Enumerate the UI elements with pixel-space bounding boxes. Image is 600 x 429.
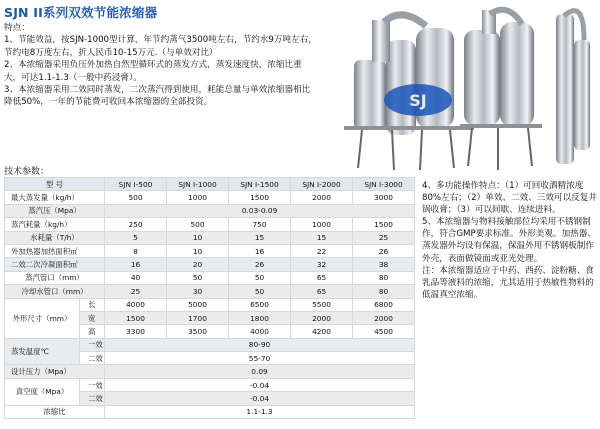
table-row: 宽 1500 1700 1800 2000 2000	[5, 311, 415, 324]
tech-params-label: 技术参数：	[4, 167, 50, 177]
logo-text: SJ	[409, 91, 427, 110]
table-row: 外加热器加热面积㎡ 8 10 16 22 26	[5, 244, 415, 257]
machine-right	[556, 11, 590, 164]
table-row: 蒸发温度℃ 一效 80-90	[5, 338, 415, 351]
page-title: SJN II系列双效节能浓缩器	[4, 5, 158, 20]
table-row: 浓缩比 1.1-1.3	[5, 405, 415, 418]
table-row: 外形尺寸（mm） 长 4000 5000 6500 5500 6800	[5, 298, 415, 311]
feature-1: 1、节能效益，按SJN-1000型计算，年节约蒸气3500吨左右，节约水9万吨左右，节约电8万度左右，折人民币10-15万元.（与单效对比）	[4, 35, 317, 58]
spec-table	[4, 177, 415, 419]
table-row: 蒸汽耗量（kg/h） 250 500 750 1000 1500	[5, 218, 415, 231]
feature-3: 3、本浓缩器采用二效同时蒸发，二次蒸汽得到使用，耗能总量与单效浓缩器相比降低50%，一年的节能费可收回本浓缩器的全部投资。	[4, 85, 311, 108]
evaporator-photo	[322, 0, 600, 178]
table-row: 蒸汽压（Mpa） 0.03-0.09	[5, 204, 415, 217]
table-row: 二效二次冷凝面积㎡ 16 20 26 32 38	[5, 258, 415, 271]
feature-2: 2、本浓缩器采用负压外加热自然型循环式的蒸发方式，蒸发速度快，浓缩比重大，可达1.1-1.3（一般中药浸膏）。	[4, 60, 302, 83]
table-row: 设计压力（Mpa） 0.09	[5, 365, 415, 378]
logo-watermark	[384, 84, 452, 116]
table-row: 高 3300 3500 4000 4200 4500	[5, 325, 415, 338]
table-row: 真空度（Mpa） 一效 -0.04	[5, 378, 415, 391]
note-remark: 注：本浓缩器适应于中药、西药、淀粉糖、食乳品等液料的浓缩，尤其适用于热敏性物料的低温真空浓缩。	[422, 265, 594, 300]
table-row: 水耗量（T/h） 5 10 15 15 25	[5, 231, 415, 244]
note-4: 4、多功能操作特点：（1）可回收酒精浓度80%左右；（2）单效、二效、三效可以反复井锅收膏；（3）可以间歇、连续进料。	[422, 181, 597, 216]
notes-section	[422, 180, 598, 301]
table-row: 二效 -0.04	[5, 392, 415, 405]
table-row: 最大蒸发量（kg/h） 500 1000 1500 2000 3000	[5, 191, 415, 204]
table-row: 蒸汽管口（mm） 40 50 50 65 80	[5, 271, 415, 284]
features-section	[4, 22, 318, 109]
table-row: 二效 55-70	[5, 352, 415, 365]
table-header: 型 号 SJN I-500 SJN I-1000 SJN I-1500 SJN I-2000 SJN I-3000	[5, 178, 415, 191]
features-heading: 特点：	[4, 23, 30, 33]
table-row: 冷却水管口（mm） 25 30 50 65 80	[5, 285, 415, 298]
note-5: 5、本浓缩器与物料接触部位均采用不锈钢制作，符合GMP要求标准。外形美观。加热器、蒸发器外均设有保温，保温外用不锈钢板制作外壳，表面做镜面或亚光处理。	[422, 217, 596, 264]
